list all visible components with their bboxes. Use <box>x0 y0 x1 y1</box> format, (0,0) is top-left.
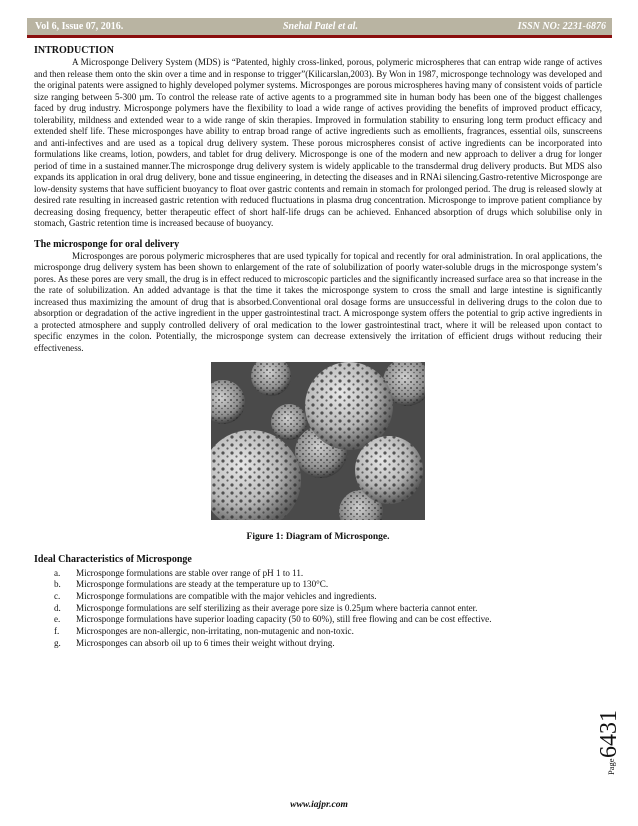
intro-paragraph: A Microsponge Delivery System (MDS) is “Patented, highly cross-linked, porous, polymeric microspheres that can entrap wide range of actives and then release them onto the skin over a time and in response to trigger”(Kilicarslan,2003). By Won in 1987, microsponge technology was developed and the original patents were assigned to highly developed polymer systems. Microsponges are porous microspheres having many of consistent voids of particle size ranging between 5-300 µm. To control the release rate of active agents to a programmed site in human body has been one of the biggest challenges faced by drug industry. Microsponge polymers have the flexibility to load a wide range of actives providing the benefits of improved product efficacy, tolerability, mildness and extended wear to a wide range of skin therapies. Improved in formulation stability to ensuring long term product efficacy and extended shelf life. These microsponges have ability to entrap broad range of active ingredients such as emollients, fragrances, essential oils, sunscreens and anti-infectives and are used as a topical drug delivery system. These porous microspheres consist of active ingredients can be incorporated into formulations like creams, lotion, powders, and tablet for drug delivery. Microsponge is one of the modern and new approach to deliver a drug for longer period of time in a sustained manner.The microsponge drug delivery system is widely applicable to the transdermal drug delivery products. But MDS also expands its application in oral drug delivery, bone and tissue engineering, in detecting the diseases and in RNAi silencing.Gastro-retentive Microsponge are low-density systems that have sufficient buoyancy to float over gastric contents and remain in stomach for prolonged period. The drug is released slowly at desired rate resulting in increased gastric retention with reduced fluctuations in plasma drug concentration. Microsponge to improve patient compliance by decreasing dosing frequency, better therapeutic effect of short half-life drugs can be achieved. Enhanced absorption of drugs which solubilise only in stomach, Gastric retention time is increased because of buoyancy. <box>34 57 602 228</box>
list-item: g. Microsponges can absorb oil up to 6 times their weight without drying. <box>54 637 335 648</box>
page-number-value: 6431 <box>596 710 622 758</box>
header-volume: Vol 6, Issue 07, 2016. <box>35 21 124 32</box>
ideal-heading: Ideal Characteristics of Microsponge <box>34 553 192 565</box>
running-header <box>27 18 612 38</box>
list-item: b. Microsponge formulations are steady at the temperature up to 130°C. <box>54 579 329 590</box>
oral-paragraph: Microsponges are porous polymeric microspheres that are used typically for topical and recently for oral administration. In oral applications, the microsponge drug delivery system has been shown to enlargement of the rate of solubilization of poorly water-soluble drugs in the microsponge system’s pores. As these pores are very small, the drug is in effect reduced to microscopic particles and the significantly increased surface area so that increase in the the rate of solubilization. An added advantage is that the time it takes the microsponge system to cross the small and large intestine is significantly increased thus maximizing the amount of drug that is absorbed.Conventional oral dosage forms are unsuccessful in delivering drugs to the colon due to absorption or degradation of the active ingredient in the upper gastrointestinal tract. A microsponge system offers the potential to grip active ingredients in a protected atmosphere and supply controlled delivery of oral medication to the lower gastrointestinal tract, where it will be released upon contact to specific enzymes in the colon. Potentially, the microsponge system can decrease extensively the irritation of efficient drugs without reducing their effectiveness. <box>34 250 602 353</box>
oral-heading: The microsponge for oral delivery <box>34 238 180 250</box>
page-label: Page <box>606 758 616 775</box>
page-number <box>594 690 632 775</box>
micrograph-image <box>211 362 425 520</box>
list-item: d. Microsponge formulations are self sterilizing as their average pore size is 0.25µm where bacteria cannot enter. <box>54 602 478 613</box>
header-author: Snehal Patel et al. <box>282 21 358 32</box>
article-body <box>34 45 602 649</box>
intro-heading: INTRODUCTION <box>34 45 115 56</box>
list-item: c. Microsponge formulations are compatible with the major vehicles and ingredients. <box>54 590 377 601</box>
microsponge-micrograph <box>211 362 425 520</box>
figure-caption: Figure 1: Diagram of Microsponge. <box>246 532 390 542</box>
list-item: a. Microsponge formulations are stable over range of pH 1 to 11. <box>54 567 304 578</box>
footer-url: www.iajpr.com <box>290 800 348 810</box>
header-issn: ISSN NO: 2231-6876 <box>517 21 606 32</box>
list-item: e. Microsponge formulations have superior loading capacity (50 to 60%), still free flowing and can be cost effective. <box>54 614 492 625</box>
list-item: f. Microsponges are non-allergic, non-irritating, non-mutagenic and non-toxic. <box>54 626 354 637</box>
characteristics-list <box>34 568 602 650</box>
